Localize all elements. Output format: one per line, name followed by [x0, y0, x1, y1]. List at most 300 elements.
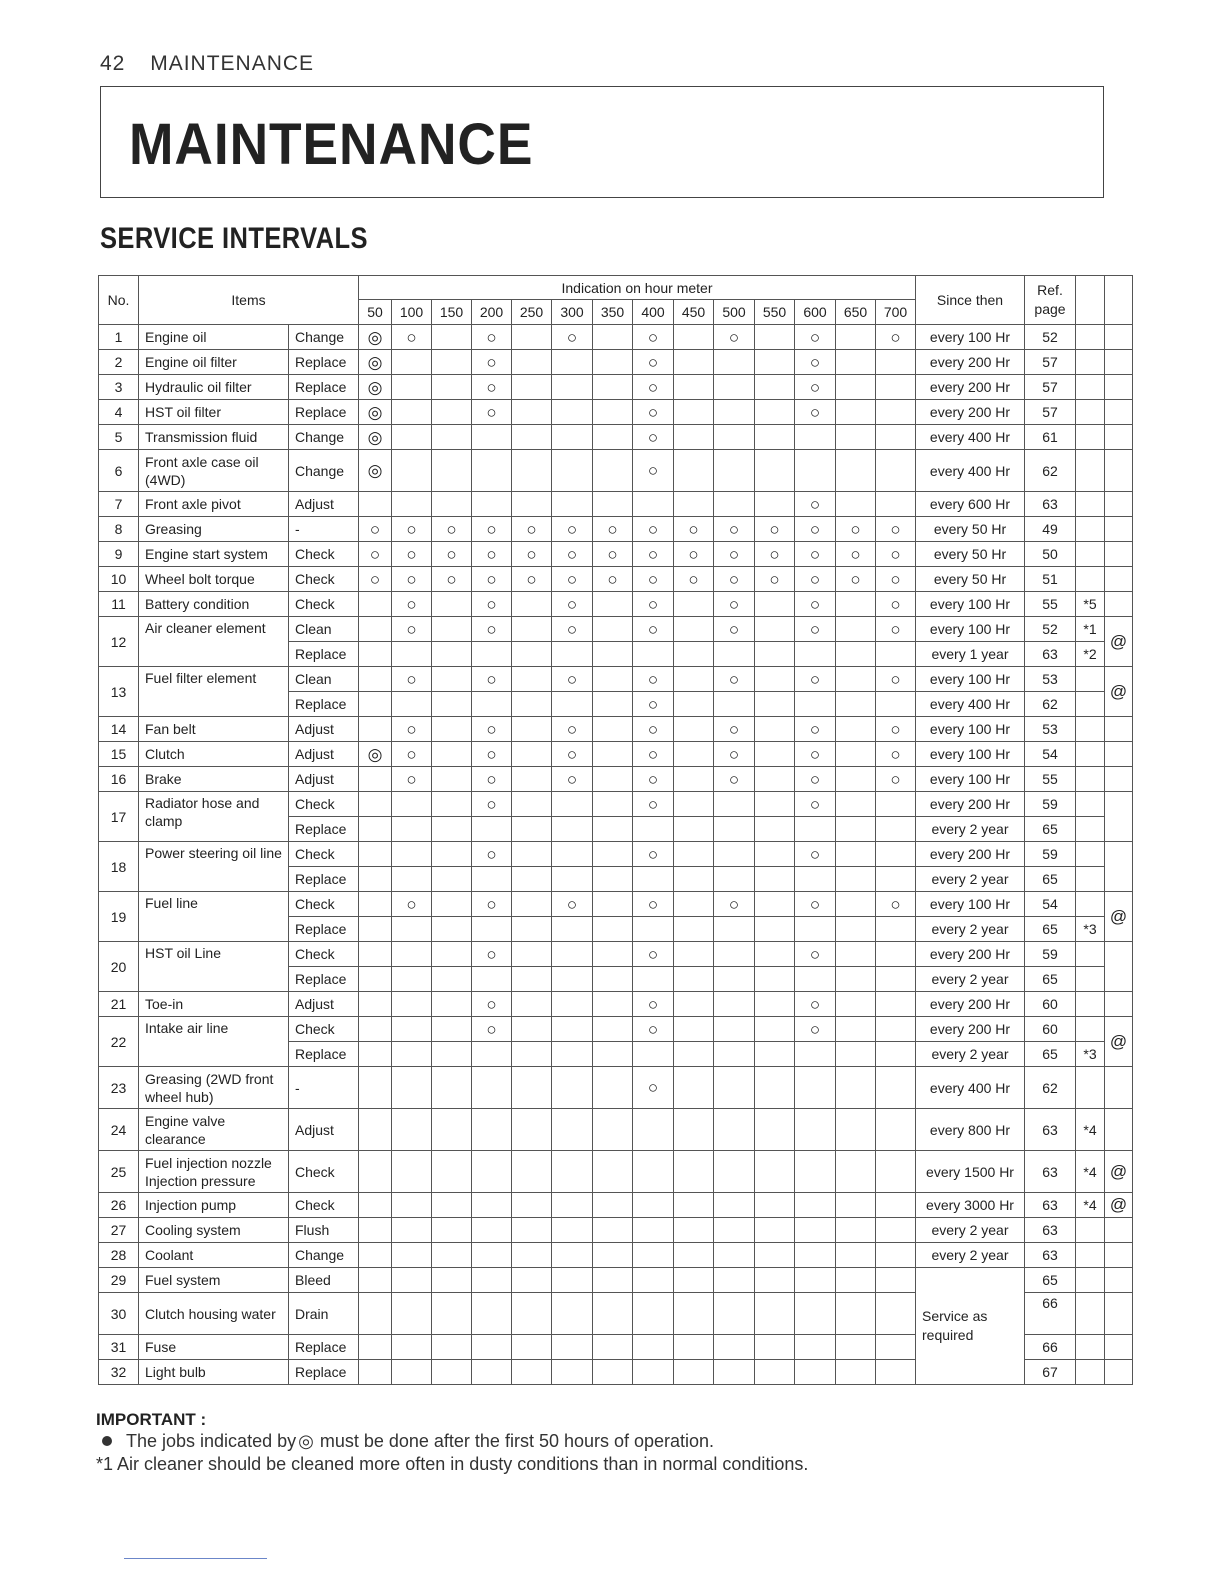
circle-icon: ○ — [432, 567, 472, 592]
footnote-ref: *3 — [1076, 917, 1105, 942]
double-circle-icon: ◎ — [359, 450, 392, 492]
empty-cell — [674, 1042, 714, 1067]
circle-icon: ○ — [633, 542, 674, 567]
row-number: 18 — [99, 842, 139, 892]
empty-cell — [472, 817, 512, 842]
row-number: 15 — [99, 742, 139, 767]
circle-icon: ○ — [392, 542, 432, 567]
action: Replace — [289, 1360, 359, 1385]
empty-cell — [876, 375, 916, 400]
empty-cell — [714, 967, 755, 992]
empty-cell — [755, 617, 795, 642]
empty-cell — [472, 425, 512, 450]
empty-cell — [359, 1017, 392, 1042]
circle-icon: ○ — [633, 742, 674, 767]
empty-cell — [836, 1268, 876, 1293]
empty-cell — [714, 817, 755, 842]
row-number: 17 — [99, 792, 139, 842]
circle-icon: ○ — [392, 742, 432, 767]
item-name: Fuel line — [139, 892, 289, 942]
empty-cell — [359, 767, 392, 792]
circle-icon: ○ — [552, 892, 593, 917]
empty-cell — [359, 1151, 392, 1193]
hour-col-50: 50 — [359, 300, 392, 325]
empty-cell — [674, 792, 714, 817]
action: Replace — [289, 1335, 359, 1360]
empty-cell — [392, 1293, 432, 1335]
empty-cell — [795, 967, 836, 992]
empty-cell — [876, 350, 916, 375]
table-row — [99, 942, 1133, 967]
action: Change — [289, 1243, 359, 1268]
circle-icon: ○ — [392, 617, 432, 642]
empty-cell — [836, 375, 876, 400]
important-label: IMPORTANT : — [96, 1410, 207, 1429]
empty-cell — [593, 1151, 633, 1193]
table-row — [99, 375, 1133, 400]
hour-col-650: 650 — [836, 300, 876, 325]
circle-icon: ○ — [472, 542, 512, 567]
empty-cell — [593, 592, 633, 617]
empty-cell — [714, 1293, 755, 1335]
empty-cell — [836, 425, 876, 450]
empty-cell — [512, 967, 552, 992]
circle-icon: ○ — [795, 717, 836, 742]
circle-icon: ○ — [795, 325, 836, 350]
empty-cell — [876, 1017, 916, 1042]
circle-icon: ○ — [795, 592, 836, 617]
empty-cell — [674, 642, 714, 667]
table-row — [99, 1268, 1133, 1293]
circle-icon: ○ — [472, 350, 512, 375]
empty-cell — [392, 817, 432, 842]
circle-icon: ○ — [795, 667, 836, 692]
double-circle-icon: ◎ — [359, 425, 392, 450]
empty-cell — [432, 1109, 472, 1151]
empty-cell — [593, 717, 633, 742]
action: Flush — [289, 1218, 359, 1243]
row-number: 22 — [99, 1017, 139, 1067]
action: Check — [289, 892, 359, 917]
footnote-ref: *2 — [1076, 642, 1105, 667]
empty-cell — [674, 917, 714, 942]
empty-cell — [359, 592, 392, 617]
empty-cell — [674, 325, 714, 350]
circle-icon: ○ — [472, 1017, 512, 1042]
ref-page: 52 — [1025, 325, 1076, 350]
footnote-ref — [1076, 425, 1105, 450]
empty-cell — [552, 642, 593, 667]
empty-cell — [876, 1109, 916, 1151]
circle-icon: ○ — [432, 542, 472, 567]
ref-page: 62 — [1025, 1067, 1076, 1109]
footer-rule — [124, 1558, 267, 1559]
footnote-ref — [1076, 542, 1105, 567]
empty-cell — [795, 1193, 836, 1218]
empty-cell — [392, 1243, 432, 1268]
empty-cell — [876, 967, 916, 992]
action: Check — [289, 542, 359, 567]
empty-cell — [593, 967, 633, 992]
empty-cell — [432, 492, 472, 517]
empty-cell — [795, 1243, 836, 1268]
since-then: every 1 year — [916, 642, 1025, 667]
circle-icon: ○ — [472, 767, 512, 792]
empty-cell — [593, 1293, 633, 1335]
row-number: 7 — [99, 492, 139, 517]
since-then: every 50 Hr — [916, 567, 1025, 592]
empty-cell — [432, 842, 472, 867]
empty-cell — [836, 617, 876, 642]
empty-cell — [432, 642, 472, 667]
empty-cell — [593, 892, 633, 917]
empty-cell — [714, 400, 755, 425]
col-note — [1076, 276, 1105, 325]
since-then: every 400 Hr — [916, 692, 1025, 717]
empty-cell — [552, 492, 593, 517]
col-at — [1105, 276, 1133, 325]
hour-col-350: 350 — [593, 300, 633, 325]
empty-cell — [593, 642, 633, 667]
empty-cell — [432, 792, 472, 817]
empty-cell — [593, 867, 633, 892]
circle-icon: ○ — [755, 517, 795, 542]
footnote-ref — [1076, 450, 1105, 492]
empty-cell — [1105, 1243, 1133, 1268]
circle-icon: ○ — [472, 592, 512, 617]
footnote-ref — [1076, 375, 1105, 400]
since-then: every 200 Hr — [916, 992, 1025, 1017]
ref-page: 65 — [1025, 817, 1076, 842]
empty-cell — [1105, 325, 1133, 350]
empty-cell — [552, 375, 593, 400]
empty-cell — [552, 1218, 593, 1243]
empty-cell — [836, 767, 876, 792]
footnote-ref — [1076, 667, 1105, 692]
empty-cell — [392, 867, 432, 892]
empty-cell — [432, 942, 472, 967]
action: Replace — [289, 1042, 359, 1067]
empty-cell — [1105, 767, 1133, 792]
empty-cell — [755, 817, 795, 842]
empty-cell — [714, 867, 755, 892]
empty-cell — [359, 1335, 392, 1360]
empty-cell — [359, 492, 392, 517]
empty-cell — [755, 450, 795, 492]
empty-cell — [552, 792, 593, 817]
empty-cell — [552, 867, 593, 892]
empty-cell — [472, 1042, 512, 1067]
row-number: 6 — [99, 450, 139, 492]
item-name: Power steering oil line — [139, 842, 289, 892]
running-head — [100, 52, 332, 76]
empty-cell — [593, 400, 633, 425]
empty-cell — [1105, 1268, 1133, 1293]
circle-icon: ○ — [714, 542, 755, 567]
hour-col-150: 150 — [432, 300, 472, 325]
circle-icon: ○ — [795, 792, 836, 817]
empty-cell — [593, 767, 633, 792]
item-name: Intake air line — [139, 1017, 289, 1067]
footnote-ref — [1076, 1067, 1105, 1109]
empty-cell — [1105, 567, 1133, 592]
empty-cell — [836, 717, 876, 742]
empty-cell — [755, 325, 795, 350]
action: Clean — [289, 617, 359, 642]
circle-icon: ○ — [633, 325, 674, 350]
empty-cell — [633, 1218, 674, 1243]
row-number: 14 — [99, 717, 139, 742]
ref-page: 59 — [1025, 942, 1076, 967]
empty-cell — [512, 400, 552, 425]
action: Check — [289, 592, 359, 617]
row-number: 16 — [99, 767, 139, 792]
empty-cell — [876, 917, 916, 942]
hour-col-450: 450 — [674, 300, 714, 325]
hour-col-550: 550 — [755, 300, 795, 325]
action: Replace — [289, 400, 359, 425]
empty-cell — [795, 1360, 836, 1385]
empty-cell — [432, 450, 472, 492]
circle-icon: ○ — [876, 667, 916, 692]
empty-cell — [472, 642, 512, 667]
item-name: Hydraulic oil filter — [139, 375, 289, 400]
empty-cell — [674, 1193, 714, 1218]
row-number: 11 — [99, 592, 139, 617]
empty-cell — [512, 792, 552, 817]
item-name: Engine oil — [139, 325, 289, 350]
empty-cell — [392, 1268, 432, 1293]
row-number: 23 — [99, 1067, 139, 1109]
empty-cell — [1105, 542, 1133, 567]
empty-cell — [1105, 742, 1133, 767]
table-row — [99, 1193, 1133, 1218]
empty-cell — [552, 1109, 593, 1151]
circle-icon: ○ — [633, 567, 674, 592]
table-row — [99, 792, 1133, 817]
empty-cell — [876, 1067, 916, 1109]
row-number: 10 — [99, 567, 139, 592]
double-circle-icon: ◎ — [359, 325, 392, 350]
empty-cell — [593, 942, 633, 967]
footnote-ref — [1076, 492, 1105, 517]
footnote-ref — [1076, 1268, 1105, 1293]
ref-page: 63 — [1025, 1218, 1076, 1243]
since-then: every 200 Hr — [916, 792, 1025, 817]
empty-cell — [795, 692, 836, 717]
table-row — [99, 542, 1133, 567]
empty-cell — [1105, 1067, 1133, 1109]
ref-page: 54 — [1025, 892, 1076, 917]
empty-cell — [633, 967, 674, 992]
circle-icon: ○ — [633, 517, 674, 542]
empty-cell — [714, 942, 755, 967]
empty-cell — [836, 867, 876, 892]
ref-page: 65 — [1025, 867, 1076, 892]
table-row — [99, 1067, 1133, 1109]
col-since-then: Since then — [916, 276, 1025, 325]
empty-cell — [359, 867, 392, 892]
empty-cell — [552, 1067, 593, 1109]
empty-cell — [552, 450, 593, 492]
circle-icon: ○ — [633, 767, 674, 792]
row-number: 12 — [99, 617, 139, 667]
circle-icon: ○ — [876, 517, 916, 542]
circle-icon: ○ — [472, 400, 512, 425]
circle-icon: ○ — [836, 542, 876, 567]
empty-cell — [512, 1268, 552, 1293]
since-then: every 200 Hr — [916, 942, 1025, 967]
circle-icon: ○ — [795, 842, 836, 867]
footnote-ref — [1076, 400, 1105, 425]
empty-cell — [836, 742, 876, 767]
empty-cell — [512, 992, 552, 1017]
empty-cell — [755, 400, 795, 425]
empty-cell — [593, 792, 633, 817]
empty-cell — [714, 1017, 755, 1042]
action: Replace — [289, 692, 359, 717]
action: Adjust — [289, 742, 359, 767]
footnote-ref — [1076, 792, 1105, 817]
empty-cell — [593, 1017, 633, 1042]
empty-cell — [472, 1335, 512, 1360]
empty-cell — [552, 425, 593, 450]
empty-cell — [795, 917, 836, 942]
at-symbol: @ — [1105, 617, 1133, 667]
empty-cell — [512, 667, 552, 692]
item-name: Injection pump — [139, 1193, 289, 1218]
circle-icon: ○ — [512, 517, 552, 542]
item-name: Transmission fluid — [139, 425, 289, 450]
circle-icon: ○ — [795, 517, 836, 542]
empty-cell — [432, 1151, 472, 1193]
empty-cell — [755, 1293, 795, 1335]
empty-cell — [359, 1109, 392, 1151]
empty-cell — [876, 1335, 916, 1360]
footnote-ref: *4 — [1076, 1151, 1105, 1193]
row-number: 2 — [99, 350, 139, 375]
empty-cell — [836, 992, 876, 1017]
empty-cell — [876, 1193, 916, 1218]
empty-cell — [359, 842, 392, 867]
ref-page: 63 — [1025, 1193, 1076, 1218]
empty-cell — [512, 425, 552, 450]
empty-cell — [876, 842, 916, 867]
circle-icon: ○ — [795, 567, 836, 592]
empty-cell — [836, 1360, 876, 1385]
empty-cell — [593, 1360, 633, 1385]
empty-cell — [633, 1360, 674, 1385]
empty-cell — [633, 1042, 674, 1067]
empty-cell — [714, 375, 755, 400]
empty-cell — [392, 350, 432, 375]
empty-cell — [552, 400, 593, 425]
circle-icon: ○ — [795, 892, 836, 917]
ref-page: 51 — [1025, 567, 1076, 592]
item-name: Air cleaner element — [139, 617, 289, 667]
ref-page: 65 — [1025, 1042, 1076, 1067]
circle-icon: ○ — [593, 517, 633, 542]
empty-cell — [593, 450, 633, 492]
action: Replace — [289, 867, 359, 892]
circle-icon: ○ — [392, 717, 432, 742]
footnote-ref — [1076, 325, 1105, 350]
action: Check — [289, 1017, 359, 1042]
footnote-ref — [1076, 867, 1105, 892]
ref-page: 62 — [1025, 450, 1076, 492]
empty-cell — [674, 1067, 714, 1109]
action: Check — [289, 567, 359, 592]
empty-cell — [392, 425, 432, 450]
hour-col-250: 250 — [512, 300, 552, 325]
action: - — [289, 517, 359, 542]
empty-cell — [512, 817, 552, 842]
table-row — [99, 742, 1133, 767]
empty-cell — [836, 1151, 876, 1193]
item-name: Engine valve clearance — [139, 1109, 289, 1151]
circle-icon: ○ — [633, 425, 674, 450]
since-then: every 2 year — [916, 1218, 1025, 1243]
empty-cell — [876, 692, 916, 717]
running-section: MAINTENANCE — [150, 52, 315, 75]
empty-cell — [392, 992, 432, 1017]
item-name: Coolant — [139, 1243, 289, 1268]
empty-cell — [674, 350, 714, 375]
empty-cell — [795, 1268, 836, 1293]
empty-cell — [674, 842, 714, 867]
hour-col-500: 500 — [714, 300, 755, 325]
empty-cell — [674, 892, 714, 917]
empty-cell — [593, 692, 633, 717]
table-row — [99, 517, 1133, 542]
at-symbol: @ — [1105, 1193, 1133, 1218]
row-number: 20 — [99, 942, 139, 992]
since-then: every 400 Hr — [916, 425, 1025, 450]
action: Check — [289, 842, 359, 867]
empty-cell — [432, 400, 472, 425]
empty-cell — [876, 1243, 916, 1268]
page-title: MAINTENANCE — [129, 112, 534, 177]
action: Replace — [289, 375, 359, 400]
page-number: 42 — [100, 52, 126, 75]
empty-cell — [714, 792, 755, 817]
circle-icon: ○ — [392, 892, 432, 917]
footnote-ref — [1076, 767, 1105, 792]
empty-cell — [836, 1335, 876, 1360]
empty-cell — [359, 1360, 392, 1385]
item-name: Greasing (2WD front wheel hub) — [139, 1067, 289, 1109]
col-items: Items — [139, 276, 359, 325]
empty-cell — [674, 1243, 714, 1268]
empty-cell — [836, 1218, 876, 1243]
empty-cell — [755, 1109, 795, 1151]
circle-icon: ○ — [714, 567, 755, 592]
item-name: Fan belt — [139, 717, 289, 742]
action: - — [289, 1067, 359, 1109]
since-then: every 800 Hr — [916, 1109, 1025, 1151]
table-body — [99, 325, 1133, 1385]
empty-cell — [512, 1042, 552, 1067]
empty-cell — [876, 425, 916, 450]
footnote-ref — [1076, 1293, 1105, 1335]
since-then: every 2 year — [916, 817, 1025, 842]
empty-cell — [392, 1360, 432, 1385]
empty-cell — [674, 1360, 714, 1385]
empty-cell — [593, 1067, 633, 1109]
empty-cell — [836, 642, 876, 667]
table-row — [99, 425, 1133, 450]
empty-cell — [512, 375, 552, 400]
